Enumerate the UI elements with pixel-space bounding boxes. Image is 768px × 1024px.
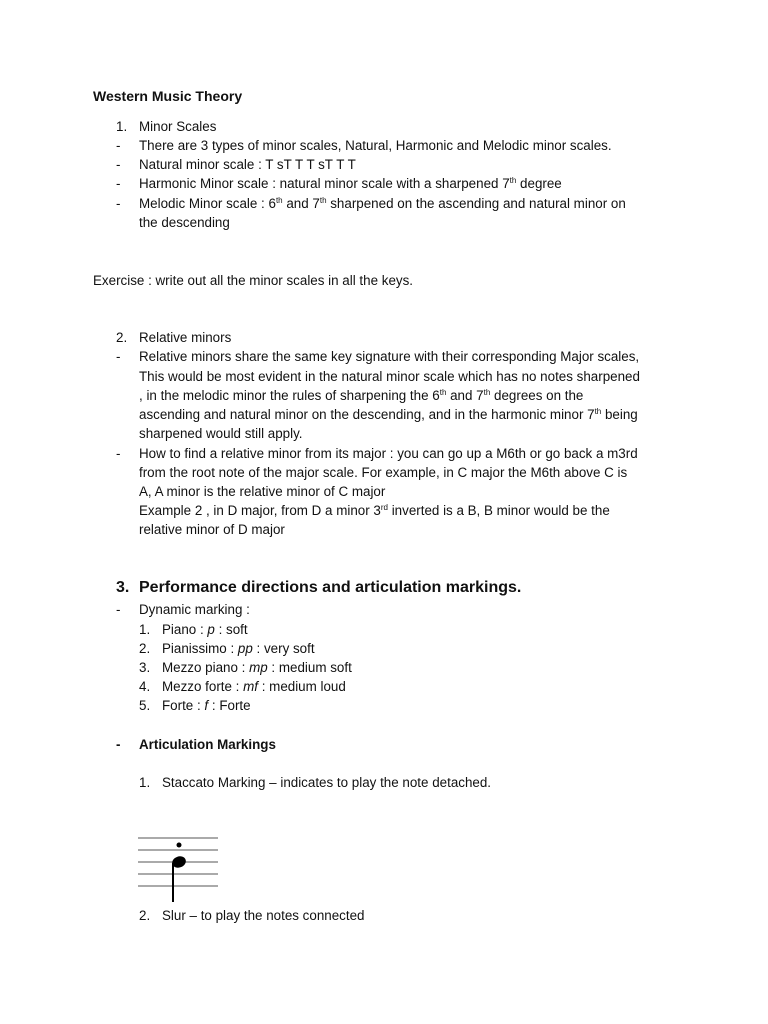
list-number: 4. [139, 679, 151, 694]
paragraph-line: A, A minor is the relative minor of C major [139, 484, 386, 499]
bullet-dash: - [116, 349, 121, 364]
bullet-dash: - [116, 446, 121, 461]
paragraph-line: sharpened would still apply. [139, 426, 303, 441]
slur-item: Slur – to play the notes connected [162, 908, 365, 923]
articulation-heading: Articulation Markings [139, 737, 276, 752]
dynamic-item: Pianissimo : pp : very soft [162, 641, 315, 656]
list-number: 3. [139, 660, 151, 675]
paragraph-line: , in the melodic minor the rules of sharpening the 6th and 7th degrees on the [139, 388, 584, 403]
dynamic-item: Mezzo piano : mp : medium soft [162, 660, 352, 675]
dynamic-item: Mezzo forte : mf : medium loud [162, 679, 346, 694]
paragraph-line: How to find a relative minor from its major : you can go up a M6th or go back a m3rd [139, 446, 638, 461]
list-item-continuation: the descending [139, 215, 230, 230]
list-number: 1. [139, 622, 151, 637]
paragraph-line: Example 2 , in D major, from D a minor 3rd inverted is a B, B minor would be the [139, 503, 610, 518]
bullet-dash: - [116, 602, 121, 617]
paragraph-line: relative minor of D major [139, 522, 285, 537]
list-number: 1. [139, 775, 151, 790]
list-item: Harmonic Minor scale : natural minor scale with a sharpened 7th degree [139, 176, 562, 191]
list-number: 5. [139, 698, 151, 713]
paragraph-line: This would be most evident in the natural minor scale which has no notes sharpened [139, 369, 640, 384]
dynamic-item: Forte : f : Forte [162, 698, 251, 713]
list-number: 2. [116, 330, 128, 345]
staccato-note-image [138, 832, 218, 904]
paragraph-line: ascending and natural minor on the descending, and in the harmonic minor 7th being [139, 407, 638, 422]
bullet-dash: - [116, 196, 121, 211]
staccato-item: Staccato Marking – indicates to play the note detached. [162, 775, 492, 790]
bullet-dash: - [116, 737, 121, 752]
section-heading-performance: Performance directions and articulation markings. [139, 579, 522, 596]
list-number: 3. [116, 579, 130, 596]
bullet-dash: - [116, 176, 121, 191]
exercise-text: Exercise : write out all the minor scales in all the keys. [93, 273, 414, 288]
paragraph-line: from the root note of the major scale. For example, in C major the M6th above C is [139, 465, 628, 480]
bullet-dash: - [116, 138, 121, 153]
paragraph-line: Relative minors share the same key signature with their corresponding Major scales, [139, 349, 640, 364]
dynamic-marking-label: Dynamic marking : [139, 602, 250, 617]
dynamic-item: Piano : p : soft [162, 622, 248, 637]
list-item: There are 3 types of minor scales, Natural, Harmonic and Melodic minor scales. [139, 138, 612, 153]
document-title: Western Music Theory [93, 88, 243, 104]
section-heading-minor-scales: Minor Scales [139, 119, 217, 134]
list-number: 1. [116, 119, 128, 134]
list-number: 2. [139, 641, 151, 656]
bullet-dash: - [116, 157, 121, 172]
section-heading-relative-minors: Relative minors [139, 330, 232, 345]
list-item: Melodic Minor scale : 6th and 7th sharpened on the ascending and natural minor on [139, 196, 626, 211]
list-number: 2. [139, 908, 151, 923]
list-item: Natural minor scale : T sT T T sT T T [139, 157, 356, 172]
